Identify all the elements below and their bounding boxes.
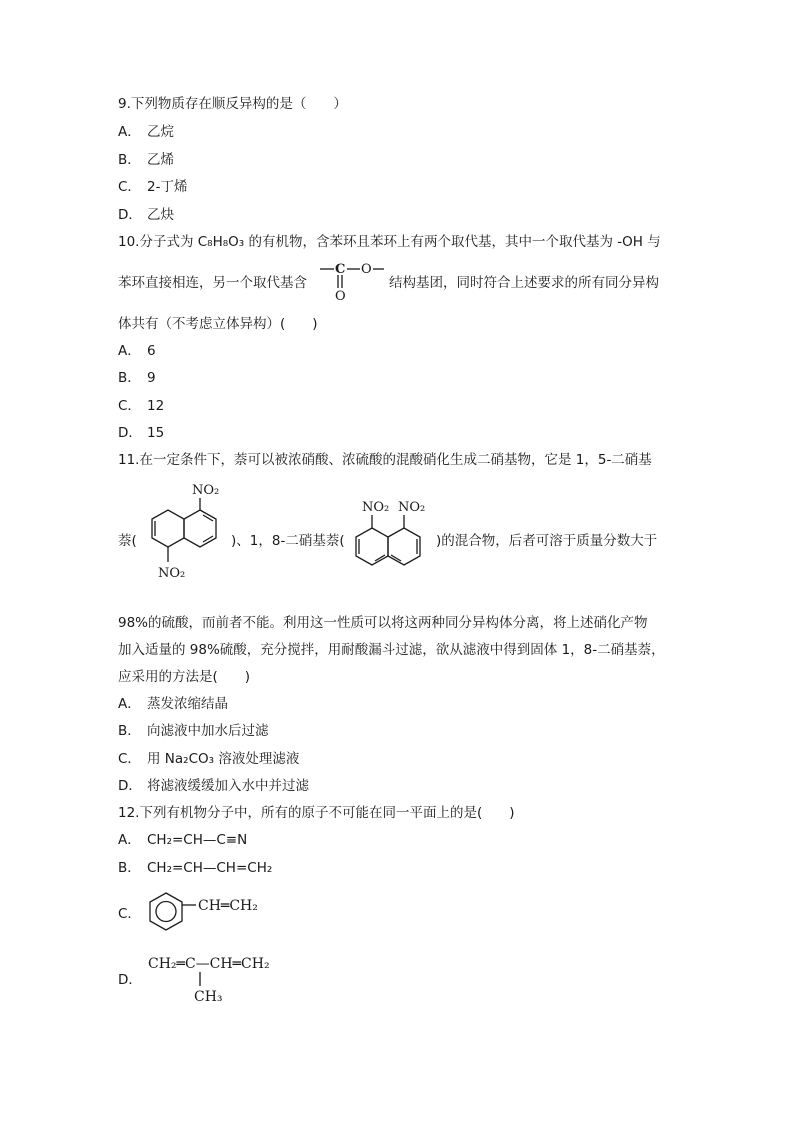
styrene-structure xyxy=(146,888,276,936)
nitro-group-bottom-label: NO₂ xyxy=(158,566,186,581)
q9-option-a xyxy=(118,123,174,141)
q12-option-a xyxy=(118,831,247,849)
option-label: A． xyxy=(118,696,141,712)
option-label: A． xyxy=(118,832,141,848)
q11-stem-line2-c: )的混合物，后者可溶于质量分数大于 xyxy=(436,533,658,549)
q11-option-c xyxy=(118,750,299,768)
q9-option-b xyxy=(118,151,174,169)
styrene-vinyl-formula: CH═CH₂ xyxy=(198,898,258,914)
q11-stem-line4: 加入适量的 98%硫酸，充分搅拌，用耐酸漏斗过滤，欲从滤液中得到固体 1，8-二硝基萘， xyxy=(118,642,665,658)
option-text: 乙烯 xyxy=(147,152,174,168)
q9-option-c xyxy=(118,178,187,196)
q11-stem-line2-a: 萘( xyxy=(118,533,137,549)
ester-oxygen-label: O xyxy=(361,262,372,277)
dinitronaphthalene-1-8-structure xyxy=(348,496,438,586)
option-label: B． xyxy=(118,152,141,168)
option-text: CH₂=CH—CH=CH₂ xyxy=(147,860,273,876)
ester-group-diagram xyxy=(320,258,386,304)
option-text: CH₂=CH—C≡N xyxy=(147,832,248,848)
isoprene-main-chain-formula: CH₂═C—CH═CH₂ xyxy=(148,956,270,972)
nitro-group-top-label: NO₂ xyxy=(192,483,220,498)
q11-stem-line2-b: )、1，8-二硝基萘( xyxy=(231,533,345,549)
q10-option-a xyxy=(118,342,156,360)
option-text: 9 xyxy=(147,370,156,386)
option-label: B． xyxy=(118,370,141,386)
option-label: B． xyxy=(118,860,141,876)
q11-option-a xyxy=(118,695,228,713)
option-text: 乙炔 xyxy=(147,207,174,223)
option-label: A． xyxy=(118,124,141,140)
q10-stem-line3: 体共有（不考虑立体异构）( ) xyxy=(118,316,318,332)
nitro-group-left-label: NO₂ xyxy=(362,500,390,515)
q12-stem: 12.下列有机物分子中，所有的原子不可能在同一平面上的是( ) xyxy=(118,805,515,821)
option-label: D． xyxy=(118,778,142,794)
q11-option-b xyxy=(118,722,269,740)
ester-carbon-label: C xyxy=(335,262,346,277)
isoprene-structure xyxy=(146,952,306,1006)
option-text: 将滤液缓缓加入水中并过滤 xyxy=(147,778,309,794)
option-text: 乙烷 xyxy=(147,124,174,140)
option-label: B． xyxy=(118,723,141,739)
q11-option-d xyxy=(118,777,309,795)
option-label: D． xyxy=(118,207,142,223)
q10-option-b xyxy=(118,369,156,387)
q10-option-d xyxy=(118,424,164,442)
q10-stem-line2-before: 苯环直接相连，另一个取代基含 xyxy=(118,275,307,291)
q11-stem-line5: 应采用的方法是( ) xyxy=(118,669,251,685)
isoprene-methyl-branch: CH₃ xyxy=(194,989,223,1005)
q10-option-c xyxy=(118,397,164,415)
q12-option-c-label: C． xyxy=(118,906,141,922)
q9-option-d xyxy=(118,206,174,224)
carbonyl-oxygen-label: O xyxy=(335,289,346,304)
option-label: C． xyxy=(118,179,141,195)
q11-stem-line3: 98%的硫酸，而前者不能。利用这一性质可以将这两种同分异构体分离，将上述硝化产物 xyxy=(118,615,648,631)
q10-stem-line1: 10.分子式为 C₈H₈O₃ 的有机物，含苯环且苯环上有两个取代基，其中一个取代基为 -OH 与 xyxy=(118,234,661,250)
option-text: 向滤液中加水后过滤 xyxy=(147,723,269,739)
option-text: 2-丁烯 xyxy=(147,179,188,195)
q10-stem-line2-after: 结构基团，同时符合上述要求的所有同分异构 xyxy=(389,275,659,291)
nitro-group-right-label: NO₂ xyxy=(398,500,426,515)
q9-stem: 9.下列物质存在顺反异构的是（ ） xyxy=(118,96,347,112)
option-text: 12 xyxy=(147,398,165,414)
option-label: C． xyxy=(118,751,141,767)
option-label: D． xyxy=(118,425,142,441)
option-text: 15 xyxy=(147,425,165,441)
option-label: C． xyxy=(118,398,141,414)
option-label: A． xyxy=(118,343,141,359)
q12-option-b xyxy=(118,859,272,877)
q11-stem-line1: 11.在一定条件下，萘可以被浓硝酸、浓硫酸的混酸硝化生成二硝基物，它是 1，5-二硝基 xyxy=(118,452,652,468)
option-text: 6 xyxy=(147,343,156,359)
option-text: 蒸发浓缩结晶 xyxy=(147,696,228,712)
option-text: 用 Na₂CO₃ 溶液处理滤液 xyxy=(147,751,300,767)
dinitronaphthalene-1-5-structure xyxy=(140,480,230,605)
q12-option-d-label: D． xyxy=(118,972,142,988)
